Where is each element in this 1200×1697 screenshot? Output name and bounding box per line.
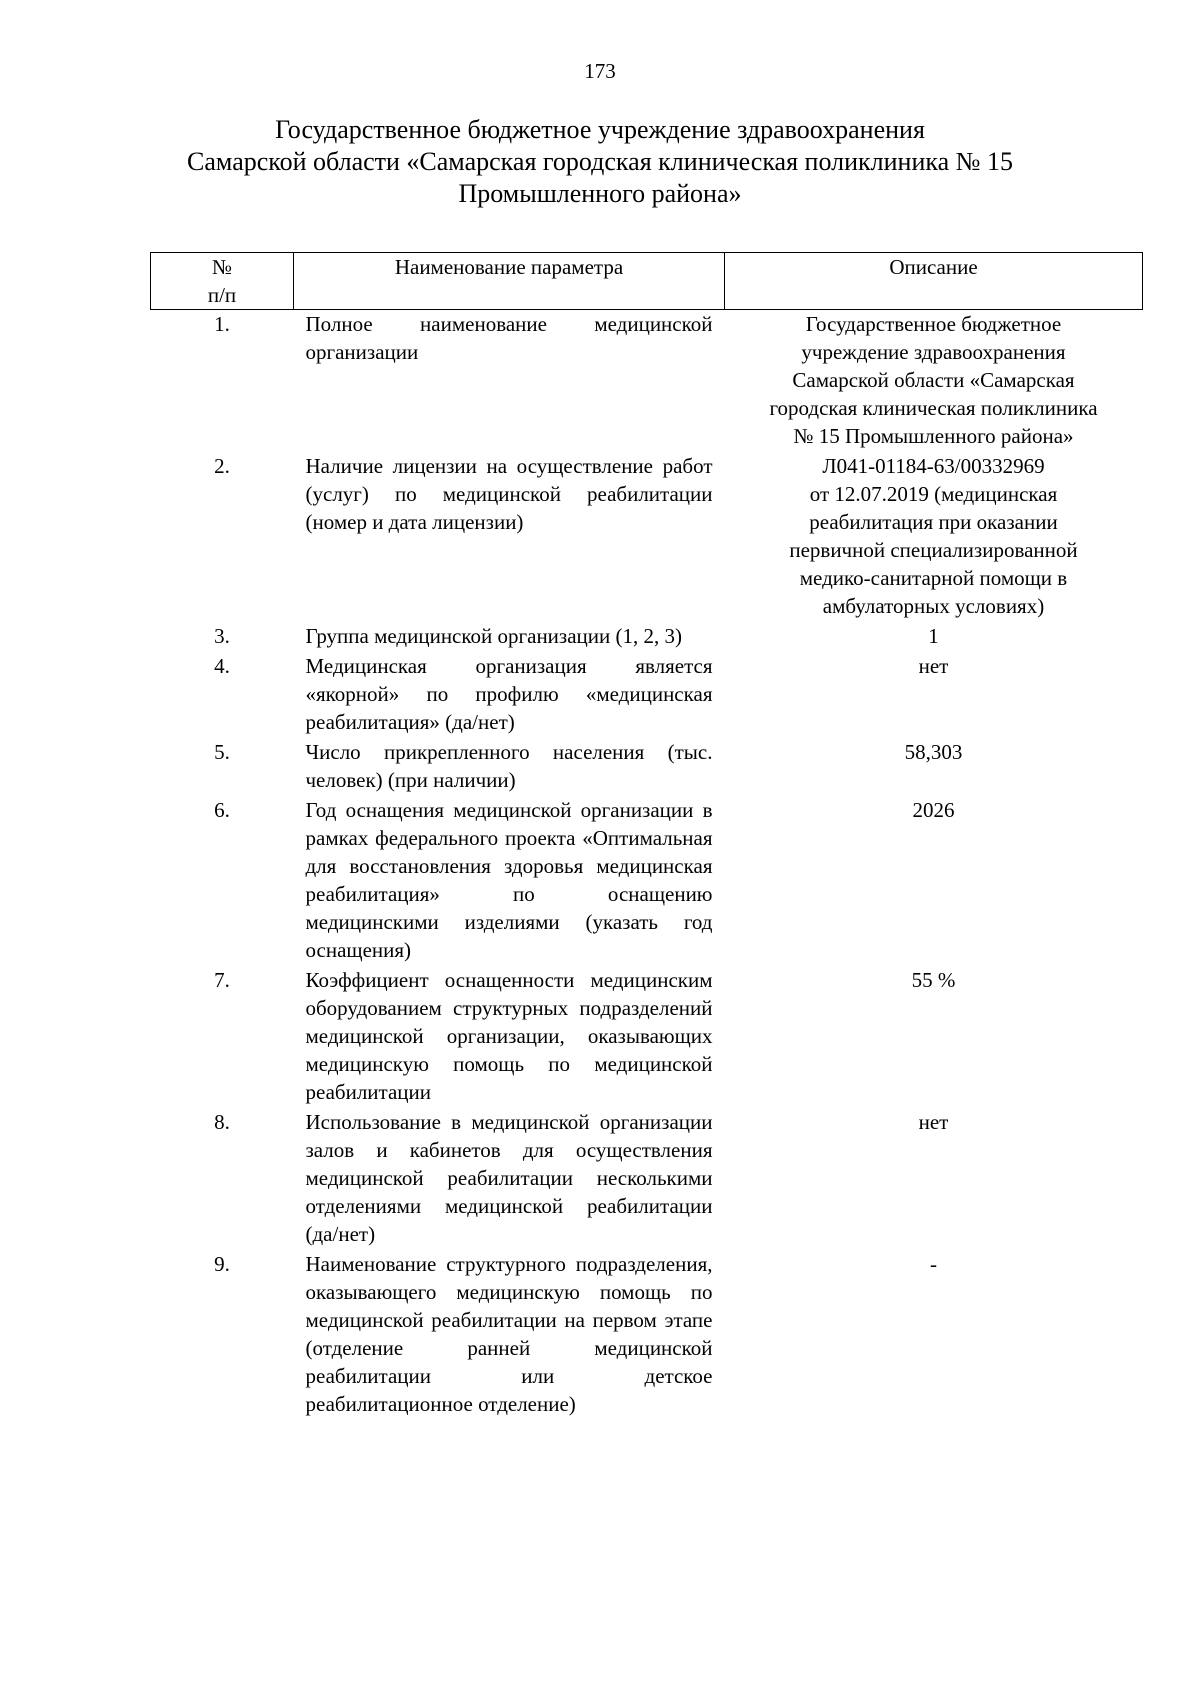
parameter-name: Коэффициент оснащенности медицинским оборудованием структурных подразделений медицинской организации, оказывающих медицинскую помощь по медицинской реабилитации (305, 968, 713, 1104)
description-line: 2026 (912, 798, 955, 822)
row-number: 4. (214, 654, 230, 678)
table-row (151, 1250, 1143, 1420)
parameter-description (725, 796, 1143, 966)
description-line: 55 % (911, 968, 956, 992)
table-body (151, 310, 1143, 1421)
row-number: 7. (214, 968, 230, 992)
table-header-row (151, 253, 1143, 310)
parameter-name: Полное наименование медицинской организации (305, 312, 713, 364)
description-line: первичной специализированной (789, 538, 1078, 562)
parameter-name: Медицинская организация является «якорной» по профилю «медицинская реабилитация» (да/нет) (305, 654, 713, 734)
row-number: 3. (214, 624, 230, 648)
table-row (151, 622, 1143, 652)
description-line: 58,303 (904, 740, 963, 764)
parameter-description (725, 652, 1143, 738)
row-number: 8. (214, 1110, 230, 1134)
parameter-description (725, 966, 1143, 1108)
header-num-abbr: п/п (207, 283, 237, 307)
row-number: 5. (214, 740, 230, 764)
parameter-name: Наличие лицензии на осуществление работ (услуг) по медицинской реабилитации (номер и дата лицензии) (305, 454, 713, 534)
parameter-name: Использование в медицинской организации залов и кабинетов для осуществления медицинской реабилитации несколькими отделениями медицинской реабилитации (да/нет) (305, 1110, 713, 1246)
description-line: Государственное бюджетное (805, 312, 1062, 336)
parameter-name: Наименование структурного подразделения, оказывающего медицинскую помощь по медицинской реабилитации на первом этапе (отделение ранней медицинской реабилитации или детское реабилитационное отделение) (305, 1252, 713, 1416)
parameter-description (725, 1250, 1143, 1420)
description-line: медико-санитарной помощи в (799, 566, 1068, 590)
row-number: 1. (214, 312, 230, 336)
parameter-name: Число прикрепленного населения (тыс. человек) (при наличии) (305, 740, 713, 792)
header-name: Наименование параметра (294, 253, 725, 310)
description-line: учреждение здравоохранения (801, 340, 1066, 364)
parameter-description (725, 1108, 1143, 1250)
title-line: Самарской области «Самарская городская клиническая поликлиника № 15 (187, 147, 1013, 176)
title-line: Государственное бюджетное учреждение здравоохранения (275, 115, 925, 144)
description-line: нет (918, 1110, 949, 1134)
parameter-description (725, 738, 1143, 796)
parameter-description (725, 622, 1143, 652)
header-desc: Описание (725, 253, 1143, 310)
description-line: амбулаторных условиях) (822, 594, 1045, 618)
row-number: 9. (214, 1252, 230, 1276)
table-row (151, 796, 1143, 966)
description-line: - (930, 1252, 937, 1276)
table-row (151, 966, 1143, 1108)
description-line: нет (918, 654, 949, 678)
row-number: 6. (214, 798, 230, 822)
description-line: Л041-01184-63/00332969 (822, 454, 1045, 478)
page-number: 173 (584, 59, 616, 83)
parameter-name: Группа медицинской организации (1, 2, 3) (305, 624, 682, 648)
description-line: от 12.07.2019 (медицинская (809, 482, 1058, 506)
description-line: № 15 Промышленного района» (793, 424, 1074, 448)
table-row (151, 452, 1143, 622)
parameter-description (725, 310, 1143, 453)
header-num-symbol: № (211, 255, 233, 279)
table-row (151, 652, 1143, 738)
parameters-table (150, 252, 1143, 1420)
description-line: реабилитация при оказании (809, 510, 1058, 534)
description-line: городская клиническая поликлиника (769, 396, 1098, 420)
header-num (151, 253, 294, 310)
parameter-name: Год оснащения медицинской организации в рамках федерального проекта «Оптимальная для восстановления здоровья медицинская реабилитация» по оснащению медицинскими изделиями (указать год оснащения) (305, 798, 713, 962)
table-row (151, 1108, 1143, 1250)
parameter-description (725, 452, 1143, 622)
document-title (120, 114, 1080, 210)
title-line: Промышленного района» (458, 179, 742, 208)
description-line: 1 (928, 624, 939, 648)
table-row (151, 738, 1143, 796)
table-row (151, 310, 1143, 453)
description-line: Самарской области «Самарская (792, 368, 1075, 392)
row-number: 2. (214, 454, 230, 478)
